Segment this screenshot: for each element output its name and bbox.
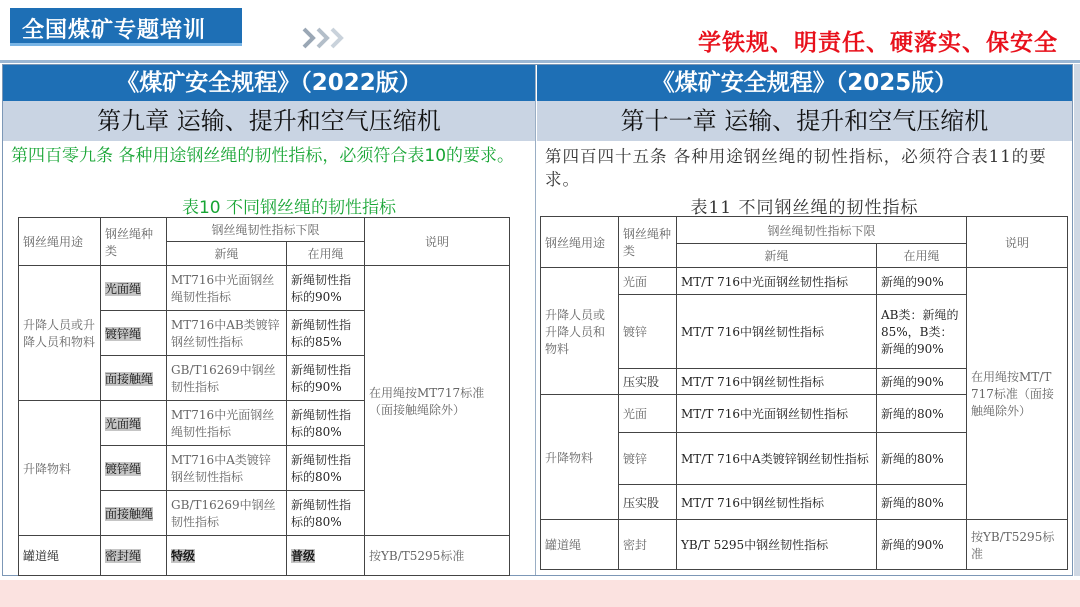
brand-box [10,8,242,46]
inuse-cell: 新绳的90% [877,268,967,295]
bottom-band [0,580,1080,607]
header-divider [0,60,1080,63]
kind-cell: 镀锌 [619,295,677,369]
inuse-cell: 新绳韧性指标的80% [287,446,365,491]
top-banner [0,0,1080,62]
article-text-2022: 第四百零九条 各种用途钢丝绳的韧性指标，必须符合表10的要求。 [11,146,515,166]
inuse-cell: 新绳韧性指标的90% [287,266,365,311]
new-cell: GB/T16269中钢丝韧性指标 [167,356,287,401]
new-cell: MT/T 716中钢丝韧性指标 [677,485,877,520]
kind-cell: 光面 [619,268,677,295]
edition-title-2022: 《煤矿安全规程》（2022版） [3,65,535,101]
inuse-cell: 新绳韧性指标的85% [287,311,365,356]
header-inuse: 在用绳 [287,242,365,266]
note-cell: 按YB/T5295标准 [967,520,1068,570]
inuse-cell: 新绳韧性指标的90% [287,356,365,401]
inuse-cell: 新绳的80% [877,395,967,433]
kind-cell: 密封 [619,520,677,570]
group-materials: 升降物料 [19,401,101,536]
edition-title-2025: 《煤矿安全规程》（2025版） [537,65,1072,101]
group-materials: 升降物料 [541,395,619,520]
inuse-cell: 新绳韧性指标的80% [287,401,365,446]
header-note: 说明 [967,217,1068,268]
inuse-cell: 新绳韧性指标的80% [287,491,365,536]
inuse-cell: 新绳的80% [877,433,967,485]
chevrons-icon [300,26,360,50]
chapter-title-2025: 第十一章 运输、提升和空气压缩机 [537,101,1072,141]
left-column-2022 [3,65,536,575]
header-inuse: 在用绳 [877,244,967,268]
kind-cell: 光面绳 [101,266,167,311]
brand-title: 全国煤矿专题培训 [22,18,207,43]
new-cell: 特级 [167,536,287,576]
new-cell: MT/T 716中光面钢丝韧性指标 [677,395,877,433]
note-cell: 按YB/T5295标准 [365,536,510,576]
right-column-2025 [537,65,1072,575]
toughness-table-2025 [540,216,1068,570]
kind-cell: 压实股 [619,485,677,520]
header-use: 钢丝绳用途 [541,217,619,268]
note-cell: 在用绳按MT717标准（面接触绳除外） [365,266,510,536]
article-text-2025: 第四百四十五条 各种用途钢丝绳的韧性指标，必须符合表11的要求。 [545,147,1047,189]
group-personnel: 升降人员或升降人员和物料 [541,268,619,395]
new-cell: MT716中AB类镀锌钢丝韧性指标 [167,311,287,356]
right-edge-strip [1074,64,1080,576]
new-cell: YB/T 5295中钢丝韧性指标 [677,520,877,570]
inuse-cell: 新绳的80% [877,485,967,520]
chapter-title-2022: 第九章 运输、提升和空气压缩机 [3,101,535,141]
header-new: 新绳 [677,244,877,268]
comparison-frame [2,64,1073,576]
table-title-2022: 表10 不同钢丝绳的韧性指标 [181,198,397,218]
new-cell: GB/T16269中钢丝韧性指标 [167,491,287,536]
kind-cell: 面接触绳 [101,356,167,401]
new-cell: MT/T 716中钢丝韧性指标 [677,295,877,369]
inuse-cell: 普级 [287,536,365,576]
table-title-2025: 表11 不同钢丝绳的韧性指标 [690,198,919,218]
new-cell: MT/T 716中A类镀锌钢丝韧性指标 [677,433,877,485]
kind-cell: 光面 [619,395,677,433]
inuse-cell: 新绳的90% [877,369,967,395]
group-guide-rope: 罐道绳 [19,536,101,576]
header-limit: 钢丝绳韧性指标下限 [167,218,365,242]
group-guide-rope: 罐道绳 [541,520,619,570]
inuse-cell: 新绳的90% [877,520,967,570]
kind-cell: 面接触绳 [101,491,167,536]
slogan: 学铁规、明责任、硬落实、保安全 [698,30,1058,56]
new-cell: MT716中光面钢丝绳韧性指标 [167,266,287,311]
header-use: 钢丝绳用途 [19,218,101,266]
group-personnel: 升降人员或升降人员和物料 [19,266,101,401]
kind-cell: 光面绳 [101,401,167,446]
kind-cell: 密封绳 [101,536,167,576]
header-note: 说明 [365,218,510,266]
toughness-table-2022 [18,217,510,576]
new-cell: MT716中光面钢丝绳韧性指标 [167,401,287,446]
inuse-cell: AB类：新绳的85%，B类：新绳的90% [877,295,967,369]
note-cell: 在用绳按MT/T 717标准（面接触绳除外） [967,268,1068,520]
new-cell: MT716中A类镀锌钢丝韧性指标 [167,446,287,491]
header-new: 新绳 [167,242,287,266]
kind-cell: 压实股 [619,369,677,395]
kind-cell: 镀锌绳 [101,311,167,356]
kind-cell: 镀锌绳 [101,446,167,491]
new-cell: MT/T 716中钢丝韧性指标 [677,369,877,395]
header-kind: 钢丝绳种类 [619,217,677,268]
header-kind: 钢丝绳种类 [101,218,167,266]
new-cell: MT/T 716中光面钢丝韧性指标 [677,268,877,295]
kind-cell: 镀锌 [619,433,677,485]
header-limit: 钢丝绳韧性指标下限 [677,217,967,244]
